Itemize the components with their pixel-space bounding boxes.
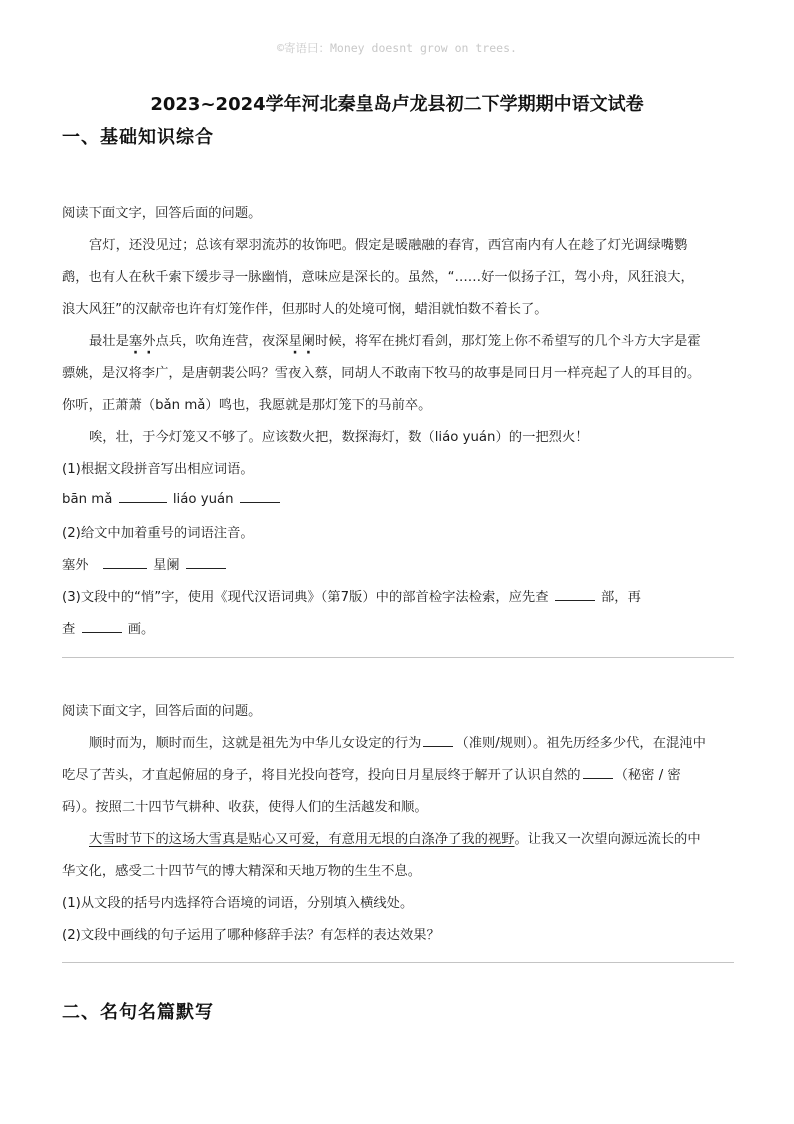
sub-question: (1)根据文段拼音写出相应词语。 (62, 462, 254, 477)
passage-line: 唉，壮，于今灯笼又不够了。应该数火把，数探海灯，数（liáo yuán）的一把烈火！ (89, 430, 589, 445)
passage-line: 顺时而为，顺时而生，这就是祖先为中华儿女设定的行为 （准则/规则）。祖先历经多少代，在混沌中 (89, 736, 706, 751)
sub-question: (2)文段中画线的句子运用了哪种修辞手法？有怎样的表达效果？ (62, 928, 440, 943)
passage-line: 鹉，也有人在秋千索下缓步寻一脉幽悄，意味应是深长的。虽然，“……好一似扬子江，驾小舟，风狂浪大， (62, 270, 694, 285)
emphasis-mark: 阑 (301, 334, 316, 349)
passage-line: 华文化，感受二十四节气的博大精深和天地万物的生生不息。 (62, 864, 422, 879)
passage-line: 骠姚，是汉将李广，是唐朝裴公吗？雪夜入蔡，同胡人不敢南下牧马的故事是同日月一样亮起了人的耳目的。 (62, 366, 701, 381)
reading-intro: 阅读下面文字，回答后面的问题。 (62, 206, 262, 221)
watermark: ©寄语曰：Money doesnt grow on trees. (277, 41, 517, 55)
answer-blank[interactable] (423, 734, 453, 747)
sub-question: (1)从文段的括号内选择符合语境的词语，分别填入横线处。 (62, 896, 414, 911)
passage-line: 大雪时节下的这场大雪真是贴心又可爱，有意用无垠的白涤净了我的视野。让我又一次望向源远流长的中 (89, 832, 701, 847)
reading-intro: 阅读下面文字，回答后面的问题。 (62, 704, 262, 719)
emphasis-mark: 星 (288, 334, 302, 349)
answer-blank[interactable] (103, 556, 147, 569)
sub-question: (3)文段中的“悄”字，使用《现代汉语词典》（第7版）中的部首检字法检索，应先查 部，再 (62, 590, 641, 605)
section-heading-basic-knowledge: 一、基础知识综合 (62, 127, 214, 148)
sub-question: 查 画。 (62, 622, 155, 637)
answer-blank[interactable] (119, 490, 167, 503)
answer-blank[interactable] (583, 766, 613, 779)
document-title: 2023~2024学年河北秦皇岛卢龙县初二下学期期中语文试卷 (150, 94, 644, 115)
answer-line: bān mǎ liáo yuán (62, 490, 734, 507)
passage-line: 码）。按照二十四节气耕种、收获，使得人们的生活越发和顺。 (62, 800, 428, 815)
passage-line: 最壮是塞外点兵，吹角连营，夜深星阑时候，将军在挑灯看剑，那灯笼上你不希望写的几个斗方大字是霍 (89, 334, 701, 349)
passage-line: 浪大风狂”的汉献帝也许有灯笼作伴，但那时人的处境可悯，蜡泪就怕数不着长了。 (62, 302, 548, 317)
emphasis-mark: 塞 (128, 334, 143, 349)
answer-line: 塞外 星阑 (62, 554, 734, 573)
section-heading-recitation: 二、名句名篇默写 (62, 1002, 214, 1023)
passage-line: 你听，正萧萧（bǎn mǎ）鸣也，我愿就是那灯笼下的马前卒。 (62, 398, 432, 413)
emphasis-mark: 外 (142, 334, 156, 349)
passage-line: 吃尽了苦头，才直起俯屈的身子，将目光投向苍穹，投向日月星辰终于解开了认识自然的 （秘密 / 密 (62, 768, 681, 783)
answer-blank[interactable] (240, 490, 280, 503)
divider (62, 962, 734, 963)
answer-blank[interactable] (186, 556, 226, 569)
passage-line: 宫灯，还没见过；总该有翠羽流苏的妆饰吧。假定是暖融融的春宵，西宫南内有人在趁了灯光调绿嘴鹦 (89, 238, 688, 253)
underlined-sentence: 大雪时节下的这场大雪真是贴心又可爱，有意用无垠的白涤净了我的视野 (89, 832, 515, 847)
divider (62, 657, 734, 658)
answer-blank[interactable] (82, 620, 122, 633)
answer-blank[interactable] (555, 588, 595, 601)
sub-question: (2)给文中加着重号的词语注音。 (62, 526, 254, 541)
